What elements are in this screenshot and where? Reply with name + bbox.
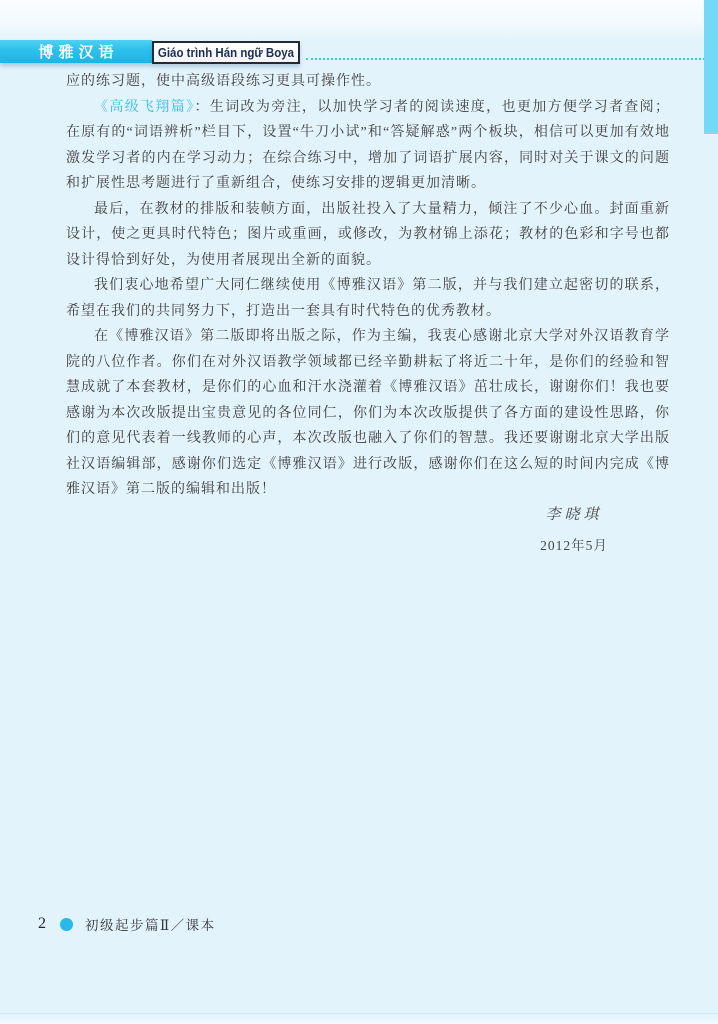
signature-block bbox=[514, 503, 634, 554]
paragraph-continuation: 应的练习题，使中高级语段练习更具可操作性。 bbox=[66, 74, 381, 89]
top-edge-fade bbox=[0, 0, 718, 42]
paragraph-flying-volume bbox=[66, 95, 670, 197]
paragraph-layout-binding: 最后，在教材的排版和装帧方面，出版社投入了大量精力，倾注了不少心血。封面重新设计，使之更具时代特色；图片或重画，或修改，为教材锦上添花；教材的色彩和字号也都设计得恰到好处，为使用者展现出全新的面貌。 bbox=[66, 201, 670, 268]
brand-title: 博雅汉语 bbox=[38, 44, 119, 61]
page-edge-strip bbox=[704, 0, 718, 134]
page-footer bbox=[38, 914, 216, 934]
paragraph-hope: 我们衷心地希望广大同仁继续使用《博雅汉语》第二版，并与我们建立起密切的联系，希望在我们的共同努力下，打造出一套具有时代特色的优秀教材。 bbox=[66, 278, 670, 319]
subtitle-label: Giáo trình Hán ngữ Boya bbox=[157, 45, 295, 60]
bottom-edge-fade bbox=[0, 1013, 718, 1024]
volume-title-highlight: 《高级飞翔篇》 bbox=[94, 99, 195, 115]
preface-text bbox=[66, 69, 670, 503]
dotted-rule bbox=[306, 58, 705, 60]
footer-series-label: 初级起步篇Ⅱ／课本 bbox=[85, 918, 216, 933]
subtitle-box bbox=[152, 41, 300, 64]
bullet-icon bbox=[60, 918, 73, 931]
paragraph-thanks: 在《博雅汉语》第二版即将出版之际，作为主编，我衷心感谢北京大学对外汉语教育学院的八位作者。你们在对外汉语教学领域都已经辛勤耕耘了将近二十年，是你们的经验和智慧成就了本套教材，是你们的心血和汗水浇灌着《博雅汉语》茁壮成长，谢谢你们！我也要感谢为本次改版提出宝贵意见的各位同仁，你们为本次改版提供了各方面的建设性思路，你们的意见代表着一线教师的心声，本次改版也融入了你们的智慧。我还要谢谢北京大学出版社汉语编辑部，感谢你们选定《博雅汉语》进行改版，感谢你们在这么短的时间内完成《博雅汉语》第二版的编辑和出版！ bbox=[66, 329, 670, 497]
author-signature: 李晓琪 bbox=[545, 507, 603, 523]
brand-banner bbox=[0, 40, 152, 63]
signature-date: 2012年5月 bbox=[540, 538, 608, 553]
page-number: 2 bbox=[38, 915, 46, 932]
paragraph-flying-volume-text: ：生词改为旁注，以加快学习者的阅读速度，也更加方便学习者查阅；在原有的“词语辨析”栏目下，设置“牛刀小试”和“答疑解惑”两个板块，相信可以更加有效地激发学习者的内在学习动力；在综合练习中，增加了词语扩展内容，同时对关于课文的问题和扩展性思考题进行了重新组合，使练习安排的逻辑更加清晰。 bbox=[66, 99, 671, 191]
